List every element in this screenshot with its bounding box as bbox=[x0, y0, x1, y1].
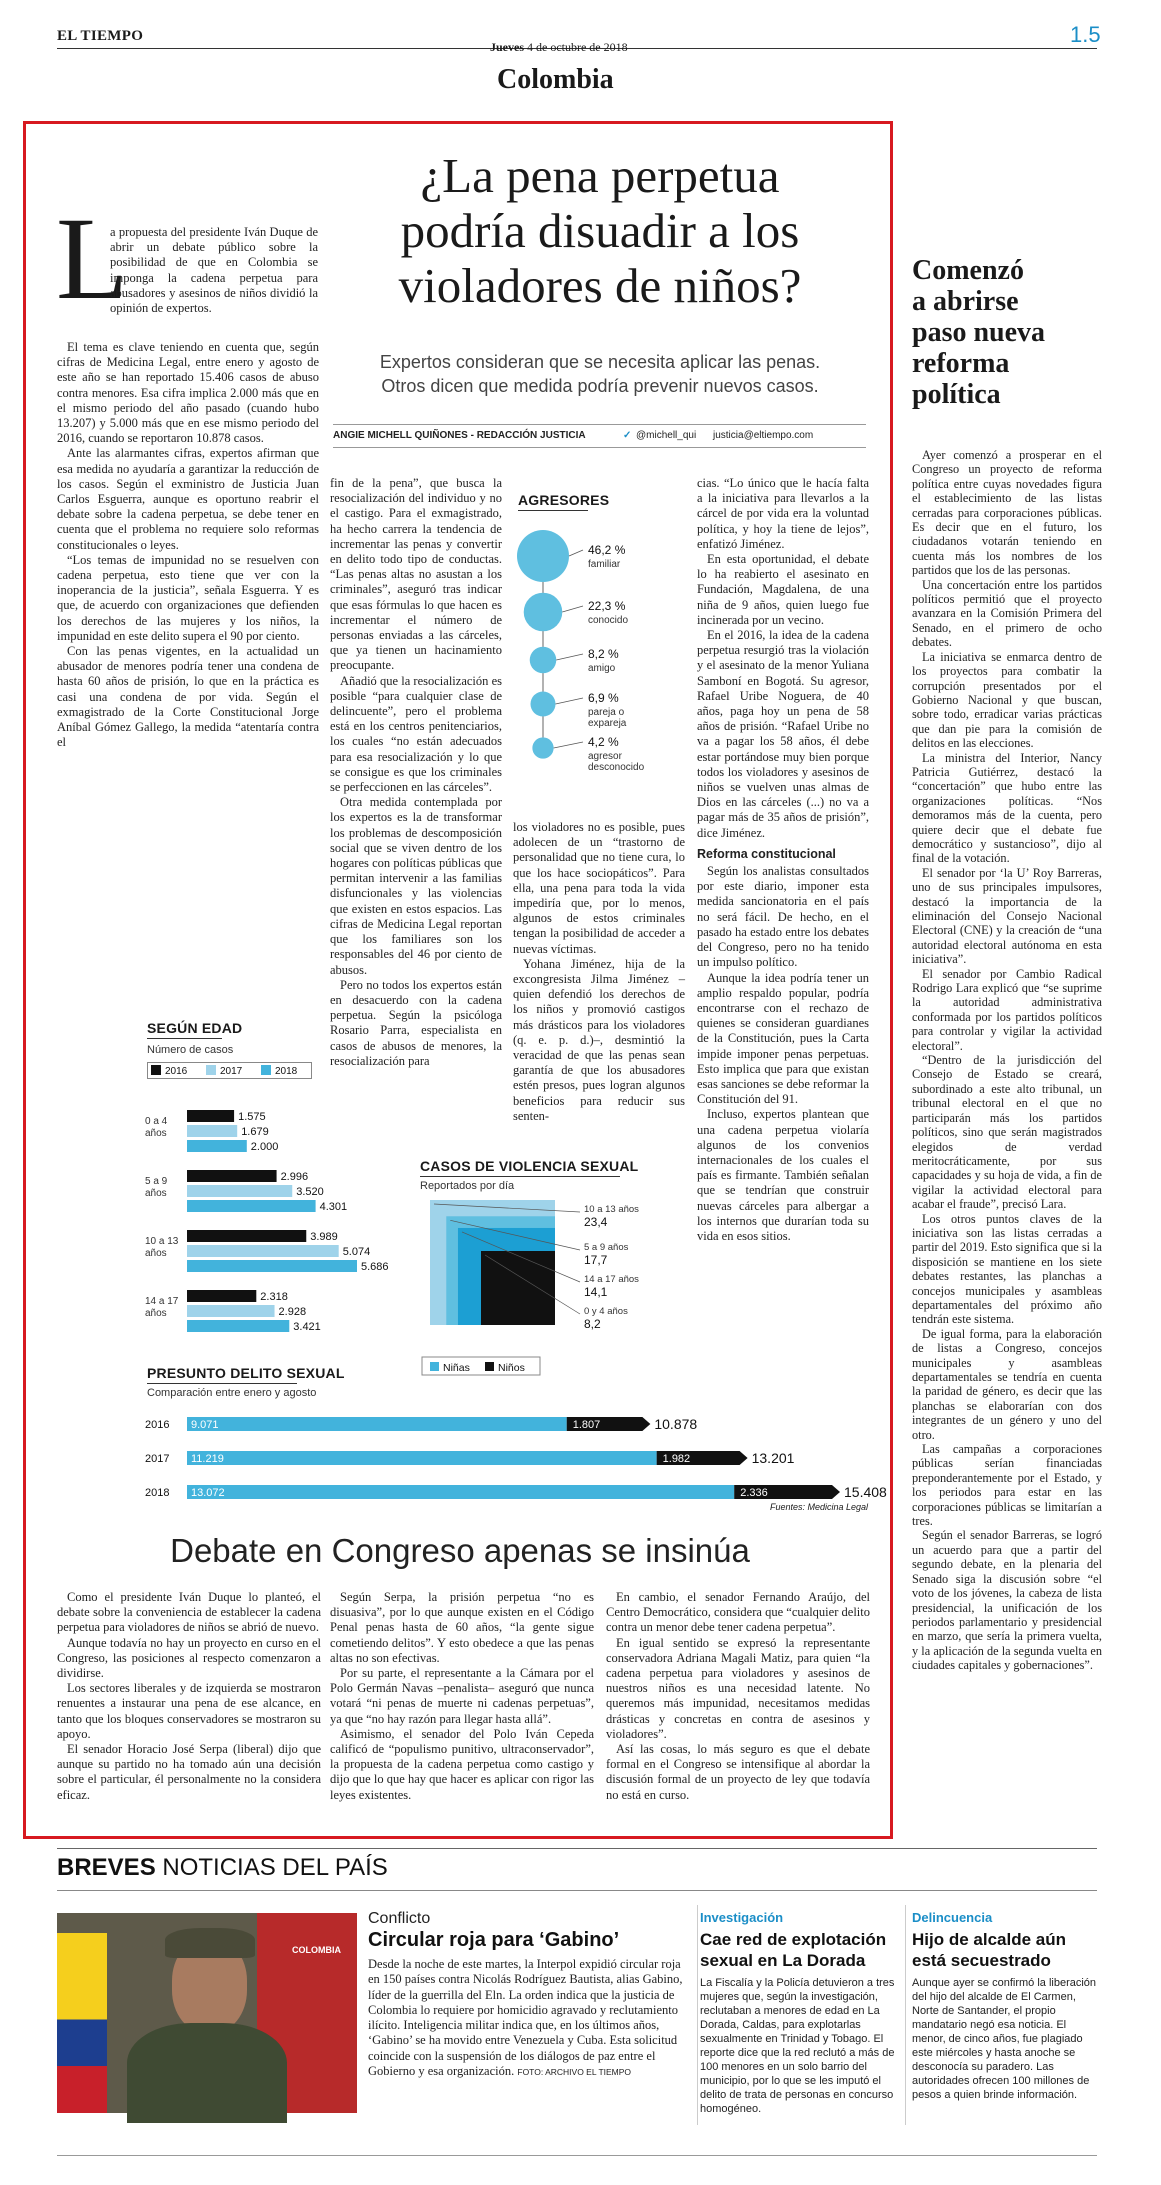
paragraph: Añadió que la resocialización es posible “para cualquier clase de delincuente”, pero el problema está en los centros penitenciarios, los cuales “no están adecuados para esa resocialización y lo que se consigue es que los criminales se perfeccionen en las cárceles”. bbox=[330, 673, 502, 795]
bar bbox=[187, 1170, 277, 1182]
category-label: 0 a 4 bbox=[145, 1116, 168, 1127]
debate-col-3 bbox=[606, 1590, 870, 1803]
paragraph: Según los analistas consultados por este diario, imponer esta medida sancionatoria en el país no será fácil. De hecho, en el pasado ha estado entre los debates del Congreso, pero no ha tenido un impulso político. bbox=[697, 864, 869, 970]
side-headline bbox=[912, 255, 1097, 410]
category-label: expareja bbox=[588, 718, 627, 729]
twitter-icon: ✓ bbox=[623, 430, 632, 441]
byline-email: justicia@eltiempo.com bbox=[713, 430, 814, 441]
legend-label: 2017 bbox=[220, 1066, 243, 1077]
value-label: 17,7 bbox=[584, 1253, 608, 1267]
legend-label: 2016 bbox=[165, 1066, 188, 1077]
paragraph: Los sectores liberales y de izquierda se mostraron renuentes a instaurar una pena de ese alcance, en tanto que los bloques conservadores se mostraron su apoyo. bbox=[57, 1681, 321, 1741]
paragraph: En cambio, el senador Fernando Araújo, del Centro Democrático, considera que “cualquier delito contra un menor debe tener cadena perpetua”. bbox=[606, 1590, 870, 1635]
paragraph: Aunque todavía no hay un proyecto en curso en el Congreso, las posiciones al respecto comenzaron a dividirse. bbox=[57, 1635, 321, 1681]
category-label: años bbox=[145, 1128, 167, 1139]
main-headline bbox=[330, 148, 870, 313]
drop-cap: L bbox=[56, 193, 129, 324]
breve-3 bbox=[912, 1910, 1102, 2102]
paragraph: los violadores no es posible, pues adolecen de un “trastorno de personalidad que no tiene cura, lo que los hace sociopáticos”. Para ella, una pena para toda la vida impediría que, por lo menos, algunos de estos criminales tengan la posibilidad de acceder a nuevas víctimas. bbox=[513, 820, 685, 956]
bar bbox=[187, 1230, 306, 1242]
value-label: 1.679 bbox=[241, 1126, 269, 1138]
headline-line: Comenzó bbox=[912, 255, 1024, 286]
category-label: años bbox=[145, 1248, 167, 1259]
value-label: 1.807 bbox=[572, 1419, 601, 1431]
legend-label: Niños bbox=[498, 1362, 525, 1374]
category-label: 0 y 4 años bbox=[584, 1306, 628, 1317]
chart-rule bbox=[147, 1383, 297, 1384]
value-label: 5.074 bbox=[342, 1246, 371, 1258]
subhead-line: Expertos consideran que se necesita aplicar las penas. bbox=[379, 352, 821, 372]
legend-swatch bbox=[151, 1065, 161, 1075]
category-label: 5 a 9 bbox=[145, 1176, 168, 1187]
paragraph: El tema es clave teniendo en cuenta que, según cifras de Medicina Legal, entre enero y agosto de este año se han reportado 15.406 casos de abuso contra menores. Esa cifra implica 2.000 más que en el mismo periodo del año pasado (cuando hubo 13.207) y 5.000 más que en ese mismo periodo del 2016, cuando se reportaron 10.878 casos. bbox=[57, 340, 319, 446]
paragraph: Yohana Jiménez, hija de la excongresista Jilma Jiménez –quien defendió los derechos de los niños y promovió castigos más drásticos para los violadores (q. e. p. d.)–, desmintió la veracidad de que las penas sean garantía de que los abusadores estén presos, pues logran algunos beneficios para reducir sus senten- bbox=[513, 956, 685, 1123]
paragraph: “Los temas de impunidad no se resuelven con cadena perpetua, esto tiene que ver con la inoperancia de la justicia”, señala Esguerra. Y es que, de acuerdo con organizaciones que defienden los derechos de las mujeres y los niños, la impunidad en este delito supera el 90 por ciento. bbox=[57, 552, 319, 643]
paragraph: Las campañas a corporaciones públicas serían financiadas preponderantemente por el Estado, y los periodos para estar en las corporaciones públicas se limitarían a tres. bbox=[912, 1442, 1102, 1529]
value-label: 9.071 bbox=[191, 1419, 219, 1431]
bar bbox=[187, 1260, 357, 1272]
value-label: 4.301 bbox=[319, 1201, 348, 1213]
main-col-1 bbox=[110, 225, 318, 316]
main-col-4 bbox=[697, 476, 869, 1244]
person-body bbox=[127, 2023, 287, 2123]
total-label: 13.201 bbox=[751, 1450, 795, 1466]
value-label: 1.575 bbox=[238, 1111, 266, 1123]
paragraph: Con las penas vigentes, en la actualidad un abusador de menores podría tener una condena de hasta 60 años de prisión, lo que en la práctica es casi una condena de por vida. Según el exmagistrado de la Corte Constitucional Jorge Aníbal Gómez Gallego, la medida “atentaría contra el bbox=[57, 644, 319, 750]
chart-title: SEGÚN EDAD bbox=[147, 1020, 243, 1036]
bar bbox=[187, 1290, 256, 1302]
value-label: 2.996 bbox=[280, 1171, 309, 1183]
category-label: 2016 bbox=[145, 1419, 170, 1431]
bottom-rule bbox=[57, 2155, 1097, 2156]
area-square bbox=[481, 1251, 555, 1325]
paragraph: fin de la pena”, que busca la resocialización del individuo y no el castigo. Para el exmagistrado, ha hecho carrera la tendencia de incrementar las penas y convertir en delito todo tipo de conductas. “Las penas altas no asustan a los criminales”, aseguró tras indicar que esas fórmulas lo que hacen es incrementar el número de personas enviadas a las cárceles, que ya tienen un hacinamiento preocupante. bbox=[330, 476, 502, 673]
category-label: desconocido bbox=[588, 762, 645, 773]
paragraph: Por su parte, el representante a la Cámara por el Polo Germán Navas –penalista– aseguró que nunca votará “ni penas de muerte ni cadenas perpetuas”, ya que “no hay razón para llegar hasta allá”. bbox=[330, 1666, 594, 1726]
breves-rule-top bbox=[57, 1848, 1097, 1849]
paragraph: Según Serpa, la prisión perpetua “no es disuasiva”, por lo que aunque existen en el Código Penal penas hasta de 60 años, “la gente sigue cometiendo delitos”. Y esto obedece a que las penas altas no son efectivas. bbox=[330, 1590, 594, 1665]
masthead-date bbox=[490, 40, 628, 55]
value-label: 2.318 bbox=[260, 1291, 288, 1303]
breve-2 bbox=[700, 1910, 898, 2116]
paragraph: En esta oportunidad, el debate lo ha reabierto el asesinato en Fundación, Magdalena, de una niña de 9 años, quien luego fue incinerada por un vecino. bbox=[697, 552, 869, 627]
value-label: 22,3 % bbox=[588, 599, 626, 613]
legend-label: 2018 bbox=[275, 1066, 298, 1077]
byline-author: ANGIE MICHELL QUIÑONES - REDACCIÓN JUSTICIA bbox=[333, 430, 586, 441]
paragraph: Los otros puntos claves de la iniciativa son las listas cerradas a partir del 2019. Esto significa que si la disposición se mantiene en los siete debates restantes, las planchas a concejos municipales y asambleas departamentales del próximo año tendrán este sistema. bbox=[912, 1211, 1102, 1327]
paragraph: Ante las alarmantes cifras, expertos afirman que esa medida no ayudaría a garantizar la reducción de los casos. Según el exministro de Justicia Juan Carlos Esguerra, aunque es oportuno reabrir el debate sobre la cadena perpetua, se debe tener en cuenta que el problema no requiere solo reformas constitucionales o leyes. bbox=[57, 446, 319, 552]
paragraph: El senador por ‘la U’ Roy Barreras, uno de sus principales impulsores, destacó la importancia de la eliminación del Consejo Nacional Electoral (CNE) y la creación de “una autoridad electoral autónoma en esta iniciativa”. bbox=[912, 865, 1102, 967]
bubble bbox=[524, 593, 563, 632]
total-label: 15.408 bbox=[844, 1484, 887, 1500]
bubble bbox=[532, 737, 553, 758]
category-label: 10 a 13 años bbox=[584, 1204, 639, 1215]
value-label: 2.336 bbox=[740, 1487, 768, 1499]
paragraph: Incluso, expertos plantean que una cadena perpetua violaría algunos de los convenios internacionales de los cuales el país es firmante. También señalan que se tendrían que construir nuevas cárceles para albergar a los internos que durarían toda su vida en esos sitios. bbox=[697, 1107, 869, 1243]
value-label: 5.686 bbox=[361, 1261, 389, 1273]
photo-credit: FOTO: ARCHIVO EL TIEMPO bbox=[517, 2067, 632, 2078]
value-label: 6,9 % bbox=[588, 691, 619, 705]
paragraph: Otra medida contemplada por los expertos es la de transformar los problemas de descomposición social que se viven dentro de los hogares con políticas públicas que permitan intervenir a las familias disfuncionales y las violencias que existen en estos espacios. Las cifras de Medicina Legal reportan que los familiares son los responsables del 46 por ciento de abusos. bbox=[330, 795, 502, 977]
value-label: 2.000 bbox=[250, 1141, 279, 1153]
value-label: 1.982 bbox=[662, 1453, 691, 1465]
category-label: 2017 bbox=[145, 1453, 170, 1465]
date-rest: 4 de octubre de 2018 bbox=[527, 40, 628, 54]
paragraph: De igual forma, para la elaboración de listas a Congreso, concejos municipales y asambleas departamentales se tendría en cuenta la paridad de género, es decir que las planchas se elaborarían con dos integrantes de un género y uno del otro. bbox=[912, 1326, 1102, 1442]
side-body bbox=[912, 448, 1102, 1673]
paragraph: Según el senador Barreras, se logró un acuerdo para que a partir del segundo debate, en la plenaria del Senado siga la discusión sobre “el voto de los jóvenes, la cabeza de lista presidencial, la unificación de los periodos parlamentario y presidencial en marzo, que sería la primera vuelta, y la aplicación de la segunda vuelta en ciudades capitales y gobernaciones”. bbox=[912, 1528, 1102, 1673]
bar bbox=[187, 1125, 237, 1137]
legend-label: Niñas bbox=[443, 1362, 470, 1374]
category-label: familiar bbox=[588, 559, 621, 570]
paragraph: Como el presidente Iván Duque lo planteó, el debate sobre la conveniencia de establecer la cadena perpetua para violadores de niños se abrió de nuevo. bbox=[57, 1590, 321, 1635]
bar bbox=[187, 1110, 234, 1122]
breve-kicker: Delincuencia bbox=[912, 1910, 993, 1925]
breve-title: Circular roja para ‘Gabino’ bbox=[368, 1929, 620, 1951]
breve-body-text: Desde la noche de este martes, la Interpol expidió circular roja en 150 países contra Nicolás Rodríguez Bautista, alias Gabino, líder de la guerrilla del Eln. La orden indica que la justicia de Colombia lo requiere por homicidio agravado y reclutamiento ilícito. Inteligencia militar indica que, en los últimos años, ‘Gabino’ se ha movido entre Venezuela y Cuba. Esta solicitud coincide con la suspensión de los diálogos de paz entre el Gobierno y esa organización. bbox=[368, 1957, 683, 2079]
brand-logo: EL TIEMPO bbox=[57, 28, 144, 44]
category-label: agresor bbox=[588, 751, 622, 762]
subhead-reforma: Reforma constitucional bbox=[697, 846, 836, 861]
subhead-line: Otros dicen que medida podría prevenir nuevos casos. bbox=[381, 376, 819, 396]
bar bbox=[187, 1185, 292, 1197]
main-col-1b bbox=[57, 340, 319, 750]
paragraph: En igual sentido se expresó la representante conservadora Adriana Magali Matiz, para quien “la cadena perpetua para violadores y asesinos de nuestros niños es una necesidad latente. No queremos más impunidad, necesitamos medidas drásticas y concretas en contra de asesinos y violadores”. bbox=[606, 1635, 870, 1741]
leader-line bbox=[556, 654, 583, 660]
headline-line: reforma bbox=[912, 348, 1010, 379]
breve-body: La Fiscalía y la Policía detuvieron a tres mujeres que, según la investigación, reclutaban a menores de edad en La Dorada, Caldas, para explotarlas sexualmente en Trinidad y Tobago. El reporte dice que la red reclutó a más de 100 menores en un solo barrio del municipio, por lo que se les imputó el delito de trata de personas en concurso homogéneo. bbox=[700, 1977, 895, 2115]
category-label: 10 a 13 bbox=[145, 1236, 179, 1247]
bar bbox=[187, 1451, 657, 1465]
headline-line: a abrirse bbox=[912, 286, 1019, 317]
category-label: 14 a 17 años bbox=[584, 1274, 639, 1285]
chart-subtitle: Comparación entre enero y agosto bbox=[147, 1387, 317, 1399]
category-label: 14 a 17 bbox=[145, 1296, 179, 1307]
chart-title: PRESUNTO DELITO SEXUAL bbox=[147, 1365, 345, 1381]
chart-title: CASOS DE VIOLENCIA SEXUAL bbox=[420, 1158, 639, 1174]
bar bbox=[187, 1320, 289, 1332]
bar bbox=[187, 1200, 316, 1212]
value-label: 4,2 % bbox=[588, 735, 619, 749]
gabino-photo bbox=[57, 1913, 357, 2113]
value-label: 11.219 bbox=[191, 1453, 224, 1465]
photo-label: COLOMBIA bbox=[292, 1945, 341, 1955]
debate-col-1 bbox=[57, 1590, 321, 1803]
chart-source: Fuentes: Medicina Legal bbox=[770, 1502, 869, 1512]
value-label: 8,2 % bbox=[588, 647, 619, 661]
chart-subtitle: Reportados por día bbox=[420, 1180, 515, 1192]
chart-subtitle: Número de casos bbox=[147, 1044, 234, 1056]
leader-line bbox=[562, 606, 583, 612]
paragraph: La iniciativa se enmarca dentro de los proyectos para combatir la corrupción presentados por el Gobierno Nacional y que buscan, sobre todo, erradicar varias prácticas que dan pie para la comisión de delitos en las elecciones. bbox=[912, 649, 1102, 751]
headline-line: paso nueva bbox=[912, 317, 1046, 348]
paragraph: “Dentro de la jurisdicción del Consejo de Estado se creará, subordinado a este alto tribunal, un tribunal electoral en el que no participarán más los partidos políticos, sino que serán magistrados elegidos de verdad meritocráticamente, por sus capacidades y su hoja de vida, a fin de vigilar la actividad electoral para acabar el fraude”, precisó Lara. bbox=[912, 1053, 1102, 1212]
bar bbox=[187, 1140, 247, 1152]
byline-rule-top bbox=[333, 424, 866, 425]
value-label: 46,2 % bbox=[588, 543, 626, 557]
bubble bbox=[517, 530, 569, 582]
bar bbox=[187, 1245, 339, 1257]
breve-body: Aunque ayer se confirmó la liberación del hijo del alcalde de El Carmen, Norte de Santander, el propio mandatario negó esa noticia. El menor, de cinco años, fue plagiado este miércoles y hasta anoche se desconocía su paradero. Las autoridades ofrecen 100 millones de pesos a quien brinde información. bbox=[912, 1977, 1097, 2101]
category-label: años bbox=[145, 1188, 167, 1199]
byline-twitter: @michell_qui bbox=[636, 430, 697, 441]
total-label: 10.878 bbox=[654, 1416, 698, 1432]
value-label: 13.072 bbox=[191, 1487, 225, 1499]
leader-line bbox=[556, 698, 583, 704]
paragraph: La ministra del Interior, Nancy Patricia Gutiérrez, destacó la “concertación” que hubo entre las organizaciones políticas. “Nos demoramos más de la cuenta, pero quiere decir que el debate fue democrático y sustancioso”, dijo al final de la votación. bbox=[912, 750, 1102, 866]
delito-svg bbox=[145, 1405, 887, 1525]
vertical-rule-1 bbox=[697, 1905, 698, 2125]
breve-body bbox=[368, 1957, 693, 2080]
edad-svg bbox=[145, 1060, 389, 1360]
value-label: 3.989 bbox=[310, 1231, 338, 1243]
value-label: 3.421 bbox=[293, 1321, 321, 1333]
value-label: 2.928 bbox=[278, 1306, 307, 1318]
leader-line bbox=[554, 742, 583, 748]
agresores-svg bbox=[513, 508, 688, 798]
byline-rule-bottom bbox=[333, 447, 866, 448]
paragraph: El senador por Cambio Radical Rodrigo Lara explicó que “se suprime la autoridad administrativa conformada por los partidos políticos para controlar y vigilar la actividad electoral”. bbox=[912, 966, 1102, 1053]
paragraph: Aunque la idea podría tener un amplio respaldo popular, podría encontrarse con el rechazo de quienes se consideran guardianes de la Constitución, pues la Carta impide imponer penas perpetuas. Esto implica que para que existan esas sanciones se debe reformar la Constitución del 91. bbox=[697, 970, 869, 1107]
violencia-svg bbox=[420, 1192, 680, 1392]
flag-colombia bbox=[57, 1933, 107, 2113]
date-day: Jueves bbox=[490, 40, 524, 54]
bubble bbox=[530, 647, 557, 674]
paragraph: Asimismo, el senador del Polo Iván Cepeda calificó de “populismo punitivo, ultraconservador”, la propuesta de la cadena perpetua como castigo y dijo que lo que hay que hacer es aplicar con rigor las leyes existentes. bbox=[330, 1726, 594, 1802]
breves-rule bbox=[57, 1890, 1097, 1891]
headline-line: violadores de niños? bbox=[398, 258, 802, 313]
bar bbox=[187, 1417, 567, 1431]
breves-light: NOTICIAS DEL PAÍS bbox=[162, 1854, 388, 1881]
category-label: años bbox=[145, 1308, 167, 1319]
breves-bold: BREVES bbox=[57, 1854, 156, 1881]
breves-label bbox=[57, 1854, 388, 1882]
paragraph: Así las cosas, lo más seguro es que el debate formal en el Congreso se intensifique al abordar la discusión formal de un proyecto de ley que todavía no está en curso. bbox=[606, 1742, 870, 1802]
leader-line bbox=[569, 550, 583, 556]
breve-1 bbox=[368, 1910, 693, 2080]
paragraph: En el 2016, la idea de la cadena perpetua resurgió tras la violación y el asesinato de la menor Yuliana Samboní en Bogotá. Su agresor, Rafael Uribe Noguera, de 40 años, paga hoy un pena de 58 años de prisión. “Rafael Uribe no va a pagar los 58 años, él debe estar portándose muy bien porque todos los violadores y asesinos de niños se vuelven unas almas de Dios en las cárceles (...) no va a pagar más de 35 años de prisión”, dice Jiménez. bbox=[697, 628, 869, 840]
category-label: 5 a 9 años bbox=[584, 1242, 629, 1253]
vertical-rule-2 bbox=[905, 1905, 906, 2125]
breve-kicker: Conflicto bbox=[368, 1910, 431, 1927]
section-title: Colombia bbox=[497, 64, 614, 95]
category-label: amigo bbox=[588, 663, 616, 674]
chart-rule bbox=[147, 1038, 222, 1039]
debate-headline: Debate en Congreso apenas se insinúa bbox=[170, 1532, 750, 1569]
chart-agresores bbox=[513, 488, 688, 788]
headline-line: política bbox=[912, 379, 1001, 410]
paragraph: cias. “Lo único que le hacía falta a la iniciativa para llevarlos a la cárcel de por vida era la voluntad política, y hoy la tiene de lejos”, enfatizó Jiménez. bbox=[697, 476, 869, 551]
person-cap bbox=[165, 1928, 255, 1958]
paragraph: Pero no todos los expertos están en desacuerdo con la cadena perpetua. Según la psicóloga Rosario Parra, especialista en casos de abusos de menores, la resocialización para bbox=[330, 977, 502, 1068]
category-label: pareja o bbox=[588, 707, 625, 718]
breve-title: Hijo de alcalde aún está secuestrado bbox=[912, 1930, 1066, 1970]
paragraph: Ayer comenzó a prosperar en el Congreso un proyecto de reforma política entre cuyas novedades figura el establecimiento de las listas cerradas para corporaciones públicas. Es decir que en el futuro, los ciudadanos votarán teniendo en cuenta más los nombres de los partidos que los de las personas. bbox=[912, 448, 1102, 578]
category-label: conocido bbox=[588, 615, 629, 626]
legend-swatch bbox=[206, 1065, 216, 1075]
bar bbox=[187, 1485, 734, 1499]
main-subhead bbox=[330, 350, 870, 398]
paragraph: El senador Horacio José Serpa (liberal) dijo que aunque su partido no ha tomado aún una decisión sobre el particular, él personalmente no la considera eficaz. bbox=[57, 1742, 321, 1802]
chart-title: AGRESORES bbox=[518, 492, 610, 508]
value-label: 8,2 bbox=[584, 1317, 601, 1331]
bubble bbox=[530, 691, 555, 716]
headline-line: podría disuadir a los bbox=[400, 203, 800, 258]
page-number: 1.5 bbox=[1070, 22, 1101, 47]
main-col-2 bbox=[330, 476, 502, 1069]
main-col-3 bbox=[513, 820, 685, 1124]
paragraph: Una concertación entre los partidos políticos permitió que el proyecto avanzara en la Comisión Primera del Senado, en el primero de ocho debates. bbox=[912, 577, 1102, 650]
debate-col-2 bbox=[330, 1590, 594, 1803]
headline-line: ¿La pena perpetua bbox=[420, 148, 780, 203]
intro-text: a propuesta del presidente Iván Duque de abrir un debate público sobre la posibilidad de que en Colombia se imponga la cadena perpetua para abusadores y asesinos de niños dividió la opinión de expertos. bbox=[110, 225, 318, 316]
value-label: 3.520 bbox=[296, 1186, 324, 1198]
value-label: 14,1 bbox=[584, 1285, 608, 1299]
legend-swatch bbox=[261, 1065, 271, 1075]
value-label: 23,4 bbox=[584, 1215, 608, 1229]
bar bbox=[187, 1305, 275, 1317]
category-label: 2018 bbox=[145, 1487, 170, 1499]
breve-kicker: Investigación bbox=[700, 1910, 784, 1925]
breve-title: Cae red de explotación sexual en La Dorada bbox=[700, 1930, 887, 1970]
chart-rule bbox=[420, 1176, 620, 1177]
